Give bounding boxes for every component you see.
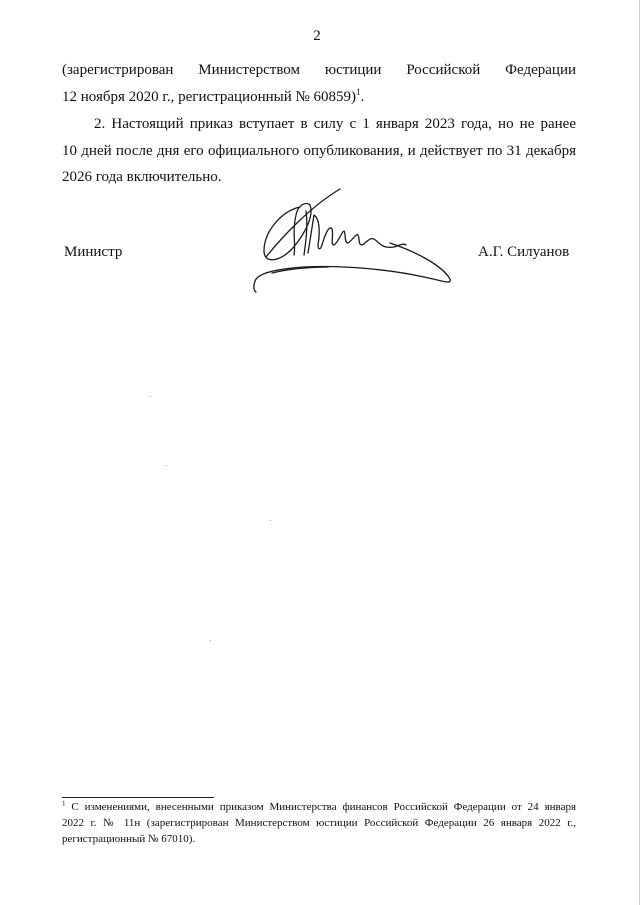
paragraph-2-line-1: 2. Настоящий приказ вступает в силу с 1 января 2023 года, но не ранее xyxy=(94,116,576,132)
paragraph-1-line-2-text: 12 ноября 2020 г., регистрационный № 60859) xyxy=(62,89,357,105)
paragraph-2-line-3: 2026 года включительно. xyxy=(62,169,222,185)
page-number: 2 xyxy=(313,28,321,44)
footnote-marker: 1 xyxy=(62,799,66,808)
paragraph-1-line-1: (зарегистрирован Министерством юстиции Российской Федерации xyxy=(62,62,576,78)
footnote-separator xyxy=(62,797,214,798)
paragraph-1-line-2-end: . xyxy=(360,89,365,105)
signatory-title: Министр xyxy=(64,244,123,260)
scan-speck xyxy=(150,396,151,397)
footnote-line-1-text: С изменениями, внесенными приказом Министерства финансов Российской Федерации от 24 января xyxy=(71,801,577,813)
scan-speck xyxy=(210,640,211,641)
footnote-line-2: 2022 г. № 11н (зарегистрирован Министерством юстиции Российской Федерации 26 января 2022 г., xyxy=(62,817,576,829)
paragraph-1-line-2 xyxy=(62,84,576,111)
signatory-name: А.Г. Силуанов xyxy=(478,244,570,260)
footnote-line-3: регистрационный № 67010). xyxy=(62,833,196,845)
footnote-line-1 xyxy=(62,799,576,815)
handwritten-signature xyxy=(248,185,458,293)
scan-speck xyxy=(270,520,271,521)
paragraph-2-line-2: 10 дней после дня его официального опубликования, и действует по 31 декабря xyxy=(62,143,576,159)
scan-speck xyxy=(166,465,167,466)
footnote-reference[interactable]: 1 xyxy=(356,87,361,97)
